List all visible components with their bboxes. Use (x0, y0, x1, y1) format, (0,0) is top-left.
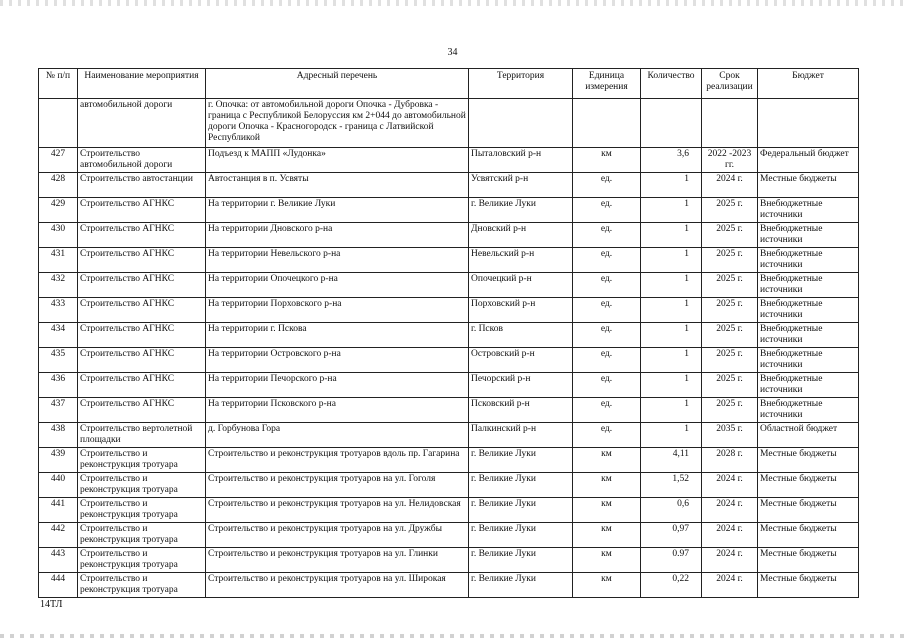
scan-artifact-bottom (0, 634, 905, 638)
cell-address: На территории Дновского р-на (206, 222, 469, 247)
cell-qty: 0.97 (641, 547, 702, 572)
cell-term: 2025 г. (702, 197, 758, 222)
table-row (39, 173, 859, 198)
cell-num: 444 (39, 572, 78, 597)
col-header-territory: Территория (469, 69, 573, 99)
col-header-budget: Бюджет (758, 69, 859, 99)
cell-unit: ед. (573, 397, 641, 422)
cell-territory: г. Великие Луки (469, 572, 573, 597)
cell-name: Строительство АГНКС (78, 322, 206, 347)
table-row (39, 197, 859, 222)
cell-unit: ед. (573, 422, 641, 447)
cell-address: Строительство и реконструкция тротуаров на ул. Дружбы (206, 522, 469, 547)
table-row (39, 222, 859, 247)
cell-term: 2035 г. (702, 422, 758, 447)
col-header-term: Срок реализации (702, 69, 758, 99)
cell-name: Строительство АГНКС (78, 297, 206, 322)
cell-budget: Внебюджетные источники (758, 272, 859, 297)
table-row (39, 472, 859, 497)
cell-num: 443 (39, 547, 78, 572)
cell-name: Строительство и реконструкция тротуара (78, 547, 206, 572)
cell-term: 2025 г. (702, 397, 758, 422)
cell-territory: г. Великие Луки (469, 197, 573, 222)
cell-num: 437 (39, 397, 78, 422)
cell-unit: ед. (573, 222, 641, 247)
cell-name: Строительство АГНКС (78, 272, 206, 297)
cell-num: 433 (39, 297, 78, 322)
cell-territory: г. Великие Луки (469, 472, 573, 497)
cell-qty: 4,11 (641, 447, 702, 472)
cell-qty: 1 (641, 347, 702, 372)
cell-budget: Внебюджетные источники (758, 397, 859, 422)
cell-address: Подъезд к МАПП «Лудонка» (206, 148, 469, 173)
cell-address: Строительство и реконструкция тротуаров вдоль пр. Гагарина (206, 447, 469, 472)
cell-territory: г. Великие Луки (469, 547, 573, 572)
cell-address: Автостанция в п. Усвяты (206, 173, 469, 198)
cell-territory: Дновский р-н (469, 222, 573, 247)
cell-unit: ед. (573, 173, 641, 198)
cell-num (39, 99, 78, 148)
cell-term: 2022 -2023 гг. (702, 148, 758, 173)
cell-qty: 1 (641, 247, 702, 272)
cell-term: 2024 г. (702, 522, 758, 547)
cell-term: 2025 г. (702, 247, 758, 272)
cell-territory: Печорский р-н (469, 372, 573, 397)
cell-budget: Местные бюджеты (758, 522, 859, 547)
cell-unit (573, 99, 641, 148)
cell-budget: Внебюджетные источники (758, 297, 859, 322)
cell-term: 2024 г. (702, 173, 758, 198)
cell-territory: Псковский р-н (469, 397, 573, 422)
col-header-address: Адресный перечень (206, 69, 469, 99)
cell-budget: Внебюджетные источники (758, 247, 859, 272)
cell-unit: ед. (573, 297, 641, 322)
table-row (39, 272, 859, 297)
cell-num: 432 (39, 272, 78, 297)
cell-budget: Внебюджетные источники (758, 347, 859, 372)
cell-territory: г. Великие Луки (469, 497, 573, 522)
cell-term (702, 99, 758, 148)
cell-name: Строительство АГНКС (78, 372, 206, 397)
cell-qty (641, 99, 702, 148)
cell-budget: Местные бюджеты (758, 497, 859, 522)
cell-territory: г. Псков (469, 322, 573, 347)
cell-name: Строительство автостанции (78, 173, 206, 198)
cell-budget: Областной бюджет (758, 422, 859, 447)
cell-address: Строительство и реконструкция тротуаров на ул. Глинки (206, 547, 469, 572)
cell-num: 436 (39, 372, 78, 397)
cell-unit: км (573, 148, 641, 173)
cell-address: На территории Псковского р-на (206, 397, 469, 422)
cell-qty: 1 (641, 173, 702, 198)
table-row (39, 547, 859, 572)
table-row (39, 372, 859, 397)
cell-name: Строительство АГНКС (78, 222, 206, 247)
cell-term: 2025 г. (702, 222, 758, 247)
cell-address: На территории г. Великие Луки (206, 197, 469, 222)
cell-num: 439 (39, 447, 78, 472)
cell-qty: 1 (641, 272, 702, 297)
cell-territory: Палкинский р-н (469, 422, 573, 447)
page-number: 34 (447, 47, 458, 58)
cell-qty: 1 (641, 422, 702, 447)
table-row (39, 297, 859, 322)
cell-unit: км (573, 522, 641, 547)
cell-qty: 0,97 (641, 522, 702, 547)
projects-table (38, 68, 859, 598)
cell-address: На территории Порховского р-на (206, 297, 469, 322)
cell-budget: Местные бюджеты (758, 547, 859, 572)
cell-qty: 1 (641, 372, 702, 397)
cell-num: 438 (39, 422, 78, 447)
cell-address: На территории Опочецкого р-на (206, 272, 469, 297)
cell-territory: Усвятский р-н (469, 173, 573, 198)
cell-address: Строительство и реконструкция тротуаров на ул. Широкая (206, 572, 469, 597)
cell-budget (758, 99, 859, 148)
cell-unit: км (573, 472, 641, 497)
cell-term: 2025 г. (702, 372, 758, 397)
cell-name: Строительство автомобильной дороги (78, 148, 206, 173)
table-row (39, 522, 859, 547)
cell-unit: ед. (573, 197, 641, 222)
cell-unit: км (573, 447, 641, 472)
cell-term: 2028 г. (702, 447, 758, 472)
scan-artifact-top (0, 0, 905, 6)
cell-name: Строительство АГНКС (78, 397, 206, 422)
cell-territory: Островский р-н (469, 347, 573, 372)
cell-address: На территории Печорского р-на (206, 372, 469, 397)
cell-unit: км (573, 572, 641, 597)
table-row (39, 247, 859, 272)
cell-term: 2024 г. (702, 547, 758, 572)
table-row (39, 322, 859, 347)
cell-name: Строительство АГНКС (78, 247, 206, 272)
cell-budget: Внебюджетные источники (758, 372, 859, 397)
cell-unit: км (573, 497, 641, 522)
cell-num: 434 (39, 322, 78, 347)
cell-num: 440 (39, 472, 78, 497)
cell-qty: 0,6 (641, 497, 702, 522)
cell-unit: ед. (573, 322, 641, 347)
cell-qty: 0,22 (641, 572, 702, 597)
table-row-continuation (39, 99, 859, 148)
cell-address: Строительство и реконструкция тротуаров на ул. Гоголя (206, 472, 469, 497)
cell-term: 2025 г. (702, 272, 758, 297)
cell-address: д. Горбунова Гора (206, 422, 469, 447)
cell-term: 2024 г. (702, 572, 758, 597)
cell-territory: г. Великие Луки (469, 447, 573, 472)
cell-name: Строительство вертолетной площадки (78, 422, 206, 447)
cell-qty: 1,52 (641, 472, 702, 497)
cell-budget: Внебюджетные источники (758, 322, 859, 347)
cell-num: 427 (39, 148, 78, 173)
cell-unit: км (573, 547, 641, 572)
cell-qty: 3,6 (641, 148, 702, 173)
cell-budget: Местные бюджеты (758, 447, 859, 472)
cell-qty: 1 (641, 222, 702, 247)
cell-term: 2025 г. (702, 322, 758, 347)
cell-territory: Невельский р-н (469, 247, 573, 272)
cell-num: 435 (39, 347, 78, 372)
cell-budget: Местные бюджеты (758, 572, 859, 597)
cell-territory: Опочецкий р-н (469, 272, 573, 297)
table-row (39, 447, 859, 472)
cell-term: 2025 г. (702, 297, 758, 322)
cell-qty: 1 (641, 297, 702, 322)
cell-name: Строительство и реконструкция тротуара (78, 447, 206, 472)
col-header-unit: Единица измерения (573, 69, 641, 99)
cell-num: 429 (39, 197, 78, 222)
table-row (39, 572, 859, 597)
cell-name: Строительство и реконструкция тротуара (78, 472, 206, 497)
cell-num: 441 (39, 497, 78, 522)
cell-budget: Местные бюджеты (758, 472, 859, 497)
cell-address: На территории Островского р-на (206, 347, 469, 372)
cell-term: 2024 г. (702, 497, 758, 522)
cell-term: 2024 г. (702, 472, 758, 497)
table-row (39, 397, 859, 422)
cell-name: Строительство АГНКС (78, 347, 206, 372)
col-header-name: Наименование мероприятия (78, 69, 206, 99)
cell-name: автомобильной дороги (78, 99, 206, 148)
cell-unit: ед. (573, 372, 641, 397)
cell-unit: ед. (573, 272, 641, 297)
cell-territory: Порховский р-н (469, 297, 573, 322)
cell-budget: Местные бюджеты (758, 173, 859, 198)
table-header-row (39, 69, 859, 99)
cell-address: На территории г. Пскова (206, 322, 469, 347)
cell-term: 2025 г. (702, 347, 758, 372)
cell-budget: Федеральный бюджет (758, 148, 859, 173)
footer-code: 14ТЛ (40, 599, 63, 610)
cell-qty: 1 (641, 397, 702, 422)
cell-address: Строительство и реконструкция тротуаров на ул. Нелидовская (206, 497, 469, 522)
cell-unit: ед. (573, 247, 641, 272)
cell-name: Строительство и реконструкция тротуара (78, 572, 206, 597)
cell-name: Строительство АГНКС (78, 197, 206, 222)
cell-budget: Внебюджетные источники (758, 222, 859, 247)
cell-num: 430 (39, 222, 78, 247)
cell-num: 431 (39, 247, 78, 272)
cell-budget: Внебюджетные источники (758, 197, 859, 222)
cell-territory: г. Великие Луки (469, 522, 573, 547)
cell-name: Строительство и реконструкция тротуара (78, 497, 206, 522)
table-row (39, 422, 859, 447)
cell-qty: 1 (641, 197, 702, 222)
cell-address: г. Опочка: от автомобильной дороги Опочка - Дубровка - граница с Республикой Белоруссия км 2+044 до автомобильной дороги Опочка - Красногородск - граница с Латвийской Республикой (206, 99, 469, 148)
cell-num: 442 (39, 522, 78, 547)
cell-unit: ед. (573, 347, 641, 372)
cell-qty: 1 (641, 322, 702, 347)
col-header-qty: Количество (641, 69, 702, 99)
table-row (39, 497, 859, 522)
cell-territory: Пыталовский р-н (469, 148, 573, 173)
cell-address: На территории Невельского р-на (206, 247, 469, 272)
cell-name: Строительство и реконструкция тротуара (78, 522, 206, 547)
cell-territory (469, 99, 573, 148)
cell-num: 428 (39, 173, 78, 198)
table-row (39, 148, 859, 173)
col-header-num: № п/п (39, 69, 78, 99)
table-row (39, 347, 859, 372)
